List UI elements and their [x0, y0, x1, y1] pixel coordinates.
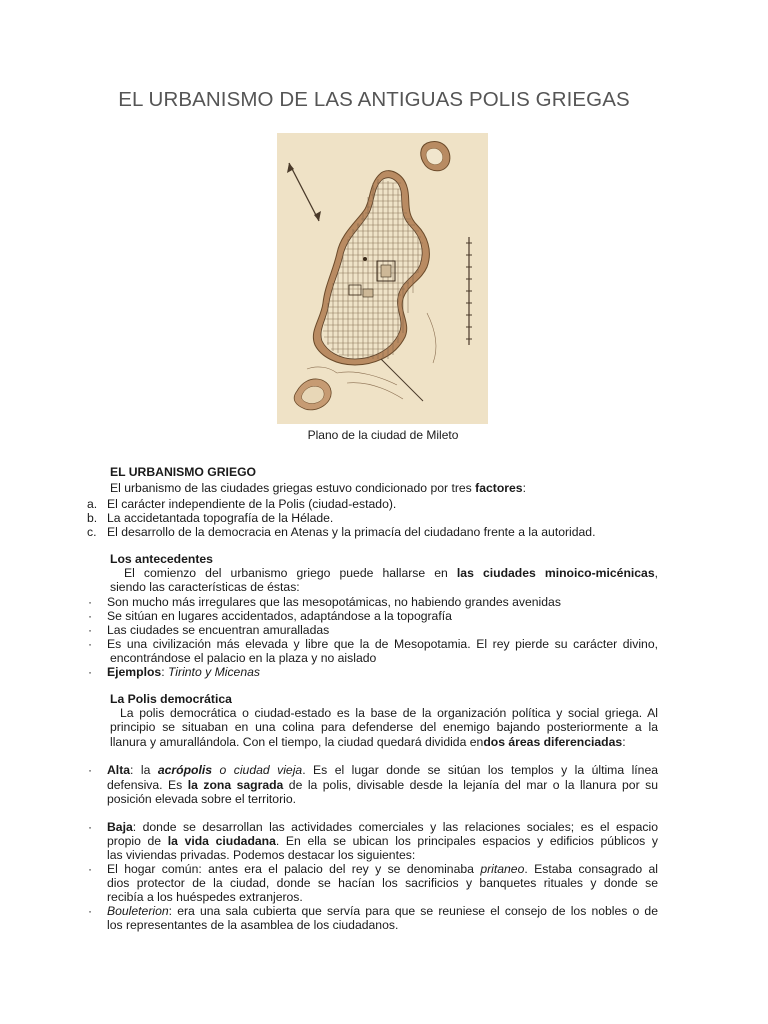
- city-plan-image: [277, 133, 488, 424]
- baja-line: Baja: donde se desarrollan las actividades comerciales y las relaciones sociales; es el espacio: [107, 820, 658, 834]
- list-item: El desarrollo de la democracia en Atenas y la primacía del ciudadano frente a la autoridad.: [107, 525, 596, 539]
- bullet: ·: [88, 637, 93, 651]
- bullet: ·: [88, 820, 93, 834]
- heading-polis-democratica: La Polis democrática: [110, 692, 232, 706]
- bullet: ·: [88, 609, 93, 623]
- list-item-examples: Ejemplos: Tirinto y Micenas: [107, 665, 260, 679]
- s1-intro: El urbanismo de las ciudades griegas estuvo condicionado por tres factores:: [110, 481, 526, 495]
- alta-line: defensiva. Es la zona sagrada de la polis, divisable desde la lejanía del mar o la llanura por su: [107, 778, 658, 792]
- s2-paragraph-line: siendo las características de éstas:: [110, 580, 300, 594]
- bullet: ·: [88, 862, 93, 876]
- list-item: Es una civilización más elevada y libre que la de Mesopotamia. El rey pierde su carácter divino,: [107, 637, 658, 651]
- heading-antecedentes: Los antecedentes: [110, 552, 213, 566]
- list-marker: c.: [87, 525, 97, 539]
- s3-paragraph-line: llanura y amurallándola. Con el tiempo, la ciudad quedará dividida endos áreas diferenciadas:: [110, 735, 626, 749]
- bouleterion-line: Bouleterion: era una sala cubierta que servía para que se reuniese el consejo de los nobles o de: [107, 904, 658, 918]
- alta-line: posición elevada sobre el territorio.: [107, 792, 297, 806]
- bouleterion-line: los representantes de la asamblea de los ciudadanos.: [107, 918, 399, 932]
- heading-urbanismo-griego: EL URBANISMO GRIEGO: [110, 465, 257, 479]
- list-item: La accidetantada topografía de la Hélade.: [107, 511, 334, 525]
- document-title: EL URBANISMO DE LAS ANTIGUAS POLIS GRIEGAS: [118, 88, 630, 111]
- list-marker: b.: [87, 511, 98, 525]
- s3-paragraph-line: La polis democrática o ciudad-estado es la base de la organización política y social griega. Al: [120, 706, 658, 720]
- s2-paragraph-line: El comienzo del urbanismo griego puede hallarse en las ciudades minoico-micénicas,: [124, 566, 658, 580]
- list-item: Son mucho más irregulares que las mesopotámicas, no habiendo grandes avenidas: [107, 595, 561, 609]
- list-item-continued: encontrándose el palacio en la plaza y no aislado: [110, 651, 377, 665]
- bullet: ·: [88, 763, 93, 777]
- list-item: Las ciudades se encuentran amuralladas: [107, 623, 330, 637]
- bullet: ·: [88, 623, 93, 637]
- baja-line: las viviendas privadas. Podemos destacar los siguientes:: [107, 848, 416, 862]
- baja-line: propio de la vida ciudadana. En ella se ubican los principales espacios y edificios públicos y: [107, 834, 658, 848]
- s3-paragraph-line: principio se situaban en una colina para defenderse del enemigo bajando posteriormente a la: [110, 720, 658, 734]
- list-item: Se sitúan en lugares accidentados, adaptándose a la topografía: [107, 609, 452, 623]
- figure-caption: Plano de la ciudad de Mileto: [307, 428, 459, 442]
- list-marker: a.: [87, 497, 98, 511]
- hogar-line: El hogar común: antes era el palacio del rey y se denominaba pritaneo. Estaba consagrado al: [107, 862, 659, 876]
- hogar-line: recibía a los huéspedes extranjeros.: [107, 890, 303, 904]
- bullet: ·: [88, 665, 93, 679]
- hogar-line: dios protector de la ciudad, donde se hacían los sacrificios y banquetes rituales y donde se: [107, 876, 658, 890]
- bullet: ·: [88, 904, 93, 918]
- alta-line: Alta: la acrópolis o ciudad vieja. Es el lugar donde se sitúan los templos y la última línea: [107, 763, 658, 777]
- list-item: El carácter independiente de la Polis (ciudad-estado).: [107, 497, 397, 511]
- bullet: ·: [88, 595, 93, 609]
